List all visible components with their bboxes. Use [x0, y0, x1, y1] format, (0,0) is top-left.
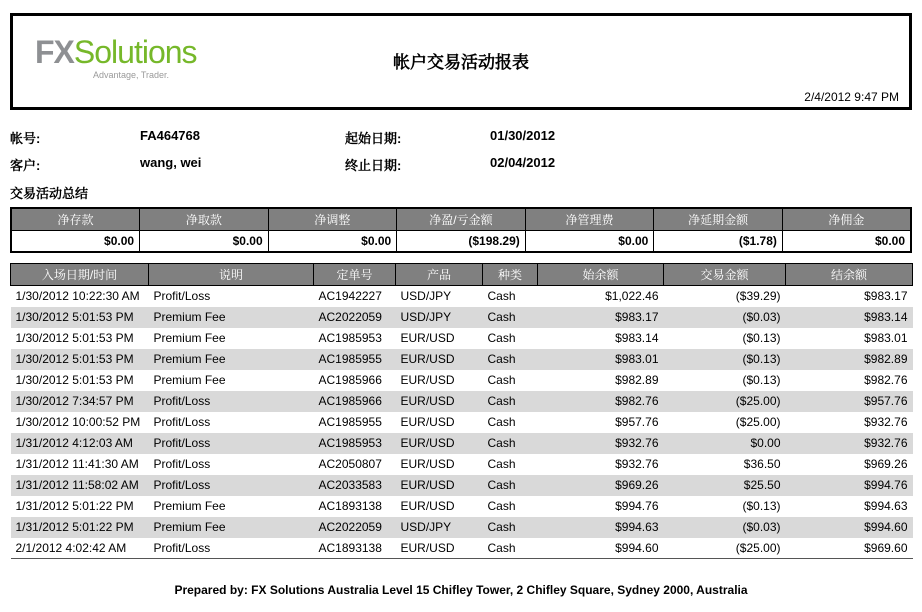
transaction-cell: ($0.13) — [664, 349, 786, 370]
transaction-cell: AC2022059 — [314, 517, 396, 538]
transaction-cell: EUR/USD — [396, 349, 483, 370]
transaction-cell: AC1893138 — [314, 496, 396, 517]
summary-column-header: 净调整 — [268, 208, 397, 230]
transaction-cell: EUR/USD — [396, 496, 483, 517]
transaction-cell: $982.76 — [538, 391, 664, 412]
table-row — [11, 328, 913, 349]
transaction-cell: Premium Fee — [149, 517, 314, 538]
transaction-cell: 1/30/2012 7:34:57 PM — [11, 391, 149, 412]
transaction-cell: $969.26 — [538, 475, 664, 496]
summary-value-cell: $0.00 — [782, 230, 911, 252]
transaction-cell: AC2050807 — [314, 454, 396, 475]
summary-column-header: 净盈/亏金额 — [397, 208, 526, 230]
logo-tagline: Advantage, Trader. — [93, 70, 170, 80]
transaction-cell: 1/31/2012 11:58:02 AM — [11, 475, 149, 496]
table-row — [11, 433, 913, 454]
account-number-value: FA464768 — [140, 128, 200, 143]
summary-table — [10, 207, 912, 253]
transaction-cell: Cash — [483, 307, 538, 328]
transaction-cell: Profit/Loss — [149, 454, 314, 475]
transaction-cell: Premium Fee — [149, 370, 314, 391]
transaction-cell: $982.89 — [538, 370, 664, 391]
transaction-cell: 1/30/2012 5:01:53 PM — [11, 328, 149, 349]
end-date-value: 02/04/2012 — [490, 155, 556, 170]
transaction-cell: Cash — [483, 475, 538, 496]
transactions-column-header: 种类 — [483, 264, 538, 286]
transaction-cell: Cash — [483, 538, 538, 559]
summary-column-header: 净延期金额 — [654, 208, 783, 230]
transaction-cell: $994.76 — [538, 496, 664, 517]
transaction-cell: $983.01 — [538, 349, 664, 370]
transaction-cell: ($25.00) — [664, 391, 786, 412]
report-header — [10, 13, 912, 110]
logo-solutions-text: Solutions — [73, 34, 197, 70]
transaction-cell: $36.50 — [664, 454, 786, 475]
report-generated-timestamp: 2/4/2012 9:47 PM — [804, 90, 899, 104]
table-row — [11, 475, 913, 496]
transaction-cell: $994.63 — [538, 517, 664, 538]
transaction-cell: AC1893138 — [314, 538, 396, 559]
transaction-cell: 1/30/2012 10:00:52 PM — [11, 412, 149, 433]
transaction-cell: Cash — [483, 517, 538, 538]
transaction-cell: $932.76 — [538, 433, 664, 454]
transaction-cell: 1/31/2012 11:41:30 AM — [11, 454, 149, 475]
transaction-cell: 1/31/2012 4:12:03 AM — [11, 433, 149, 454]
transaction-cell: Profit/Loss — [149, 412, 314, 433]
transaction-cell: Profit/Loss — [149, 391, 314, 412]
summary-section-title: 交易活动总结 — [10, 186, 89, 201]
transaction-cell: Cash — [483, 370, 538, 391]
transactions-column-header: 交易金额 — [664, 264, 786, 286]
transaction-cell: AC1985955 — [314, 349, 396, 370]
transaction-cell: 1/30/2012 5:01:53 PM — [11, 307, 149, 328]
transaction-cell: EUR/USD — [396, 433, 483, 454]
transaction-cell: $994.76 — [786, 475, 913, 496]
transaction-cell: 1/31/2012 5:01:22 PM — [11, 496, 149, 517]
transaction-cell: AC1942227 — [314, 286, 396, 307]
transaction-cell: $1,022.46 — [538, 286, 664, 307]
transaction-cell: Cash — [483, 496, 538, 517]
table-row — [11, 538, 913, 559]
transaction-cell: Profit/Loss — [149, 538, 314, 559]
transaction-cell: AC1985953 — [314, 433, 396, 454]
summary-column-header: 净管理费 — [525, 208, 654, 230]
transactions-column-header: 产品 — [396, 264, 483, 286]
transaction-cell: Profit/Loss — [149, 475, 314, 496]
transaction-cell: $983.01 — [786, 328, 913, 349]
start-date-label: 起始日期: — [345, 131, 402, 146]
transaction-cell: $982.76 — [786, 370, 913, 391]
transaction-cell: Profit/Loss — [149, 286, 314, 307]
customer-value: wang, wei — [140, 155, 202, 170]
prepared-by-footer: Prepared by: FX Solutions Australia Level 15 Chifley Tower, 2 Chifley Square, Sydney 2000, Australia — [174, 583, 748, 597]
transaction-cell: ($0.13) — [664, 370, 786, 391]
transaction-cell: $932.76 — [786, 433, 913, 454]
table-row — [11, 517, 913, 538]
summary-value-cell: $0.00 — [525, 230, 654, 252]
transactions-header-row — [11, 264, 913, 286]
transaction-cell: 1/31/2012 5:01:22 PM — [11, 517, 149, 538]
transaction-cell: Premium Fee — [149, 328, 314, 349]
transaction-cell: ($0.03) — [664, 307, 786, 328]
transactions-column-header: 始余额 — [538, 264, 664, 286]
transaction-cell: $983.17 — [538, 307, 664, 328]
transaction-cell: Profit/Loss — [149, 433, 314, 454]
transaction-cell: $25.50 — [664, 475, 786, 496]
transaction-cell: $983.17 — [786, 286, 913, 307]
transaction-cell: EUR/USD — [396, 475, 483, 496]
transaction-cell: 1/30/2012 10:22:30 AM — [11, 286, 149, 307]
summary-column-header: 净佣金 — [782, 208, 911, 230]
transaction-cell: $932.76 — [786, 412, 913, 433]
transaction-cell: 1/30/2012 5:01:53 PM — [11, 349, 149, 370]
transaction-cell: AC2022059 — [314, 307, 396, 328]
transaction-cell: $983.14 — [786, 307, 913, 328]
transaction-cell: Cash — [483, 328, 538, 349]
account-number-label: 帐号: — [10, 131, 41, 146]
transaction-cell: $932.76 — [538, 454, 664, 475]
transaction-cell: $957.76 — [786, 391, 913, 412]
table-row — [11, 286, 913, 307]
summary-value-cell: $0.00 — [140, 230, 269, 252]
table-row — [11, 349, 913, 370]
logo-fx-text: FX — [35, 34, 74, 70]
transaction-cell: EUR/USD — [396, 412, 483, 433]
summary-value-cell: ($198.29) — [397, 230, 526, 252]
transaction-cell: USD/JPY — [396, 517, 483, 538]
transactions-column-header: 入场日期/时间 — [11, 264, 149, 286]
transaction-cell: Cash — [483, 454, 538, 475]
transaction-cell: ($0.13) — [664, 328, 786, 349]
transaction-cell: EUR/USD — [396, 538, 483, 559]
transaction-cell: Premium Fee — [149, 496, 314, 517]
transaction-cell: ($39.29) — [664, 286, 786, 307]
transaction-cell: 2/1/2012 4:02:42 AM — [11, 538, 149, 559]
transaction-cell: AC1985966 — [314, 391, 396, 412]
transaction-cell: $982.89 — [786, 349, 913, 370]
transaction-cell: ($25.00) — [664, 412, 786, 433]
transaction-cell: EUR/USD — [396, 328, 483, 349]
transaction-cell: 1/30/2012 5:01:53 PM — [11, 370, 149, 391]
customer-label: 客户: — [10, 158, 41, 173]
summary-value-cell: $0.00 — [268, 230, 397, 252]
end-date-label: 终止日期: — [345, 158, 402, 173]
transactions-table — [10, 263, 913, 559]
transaction-cell: USD/JPY — [396, 286, 483, 307]
table-row — [11, 370, 913, 391]
transactions-column-header: 说明 — [149, 264, 314, 286]
start-date-value: 01/30/2012 — [490, 128, 556, 143]
transaction-cell: AC2033583 — [314, 475, 396, 496]
transaction-cell: $0.00 — [664, 433, 786, 454]
transaction-cell: AC1985953 — [314, 328, 396, 349]
table-row — [11, 307, 913, 328]
transaction-cell: EUR/USD — [396, 391, 483, 412]
transaction-cell: $969.60 — [786, 538, 913, 559]
transaction-cell: $994.60 — [786, 517, 913, 538]
table-row — [11, 454, 913, 475]
transaction-cell: Cash — [483, 349, 538, 370]
transaction-cell: EUR/USD — [396, 370, 483, 391]
transaction-cell: Cash — [483, 433, 538, 454]
summary-value-cell: $0.00 — [11, 230, 140, 252]
transaction-cell: EUR/USD — [396, 454, 483, 475]
summary-value-cell: ($1.78) — [654, 230, 783, 252]
transactions-column-header: 定单号 — [314, 264, 396, 286]
table-row — [11, 412, 913, 433]
transaction-cell: $969.26 — [786, 454, 913, 475]
summary-column-header: 净存款 — [11, 208, 140, 230]
page-title: 帐户交易活动报表 — [393, 53, 529, 72]
transaction-cell: $994.63 — [786, 496, 913, 517]
transaction-cell: $983.14 — [538, 328, 664, 349]
summary-values-row — [11, 230, 911, 252]
transaction-cell: $957.76 — [538, 412, 664, 433]
transactions-column-header: 结余额 — [786, 264, 913, 286]
transaction-cell: Cash — [483, 391, 538, 412]
transaction-cell: AC1985955 — [314, 412, 396, 433]
transaction-cell: Premium Fee — [149, 349, 314, 370]
transaction-cell: ($25.00) — [664, 538, 786, 559]
transaction-cell: Premium Fee — [149, 307, 314, 328]
transaction-cell: ($0.03) — [664, 517, 786, 538]
table-row — [11, 391, 913, 412]
summary-header-row — [11, 208, 911, 230]
transaction-cell: Cash — [483, 412, 538, 433]
transaction-cell: USD/JPY — [396, 307, 483, 328]
transaction-cell: $994.60 — [538, 538, 664, 559]
table-row — [11, 496, 913, 517]
transaction-cell: AC1985966 — [314, 370, 396, 391]
summary-column-header: 净取款 — [140, 208, 269, 230]
transaction-cell: Cash — [483, 286, 538, 307]
transaction-cell: ($0.13) — [664, 496, 786, 517]
